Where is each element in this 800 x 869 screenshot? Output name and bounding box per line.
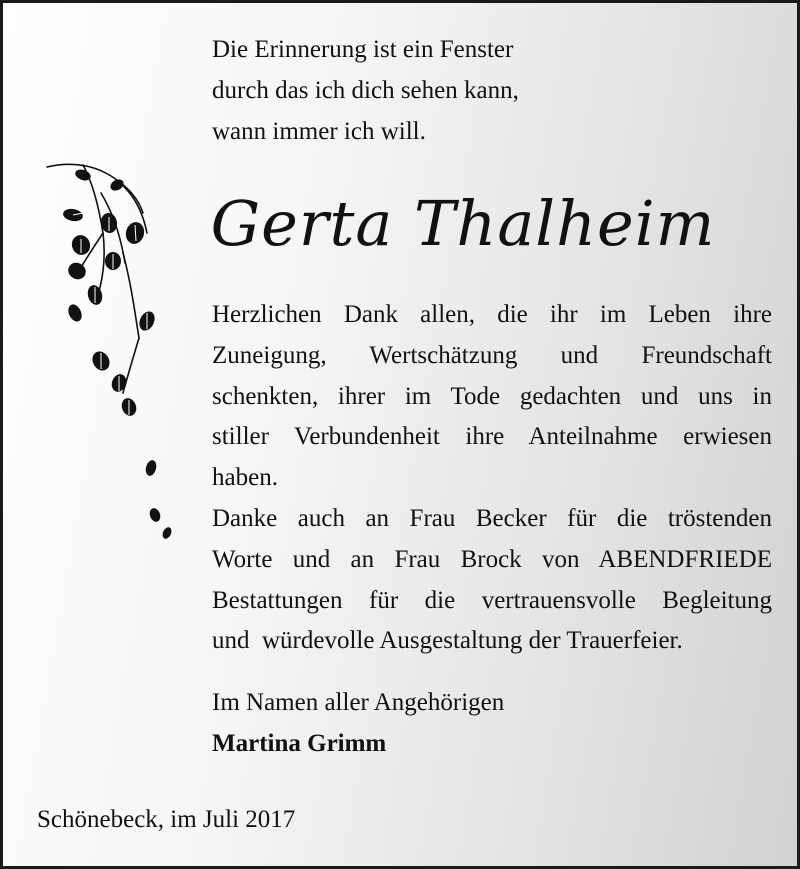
poem — [212, 29, 712, 152]
poem-line: wann immer ich will. — [212, 118, 426, 145]
message-line: stiller Verbundenheit ihre Anteilnahme erwiesen — [212, 423, 772, 451]
message-line: und würdevolle Ausgestaltung der Trauerfeier. — [212, 627, 683, 655]
message-line: haben. — [212, 464, 278, 492]
message-line: Herzlichen Dank allen, die ihr im Leben ihre — [212, 301, 772, 328]
signature-block — [212, 682, 504, 764]
deceased-name: Gerta Thalheim — [210, 187, 716, 260]
place-date: Schönebeck, im Juli 2017 — [37, 806, 296, 833]
message-line: Bestattungen für die vertrauensvolle Begleitung — [212, 586, 772, 614]
message-line: schenkten, ihrer im Tode gedachten und uns in — [212, 382, 772, 410]
message-line: Danke auch an Frau Becker für die tröstenden — [212, 504, 772, 532]
message-line: Worte und an Frau Brock von ABENDFRIEDE — [212, 545, 772, 573]
poem-line: Die Erinnerung ist ein Fenster — [212, 36, 514, 63]
signer-name: Martina Grimm — [212, 730, 387, 757]
thank-you-message — [212, 295, 772, 662]
message-line: Zuneigung, Wertschätzung und Freundschaft — [212, 341, 772, 369]
signature-intro: Im Namen aller Angehörigen — [212, 689, 505, 716]
poem-line: durch das ich dich sehen kann, — [212, 77, 519, 104]
